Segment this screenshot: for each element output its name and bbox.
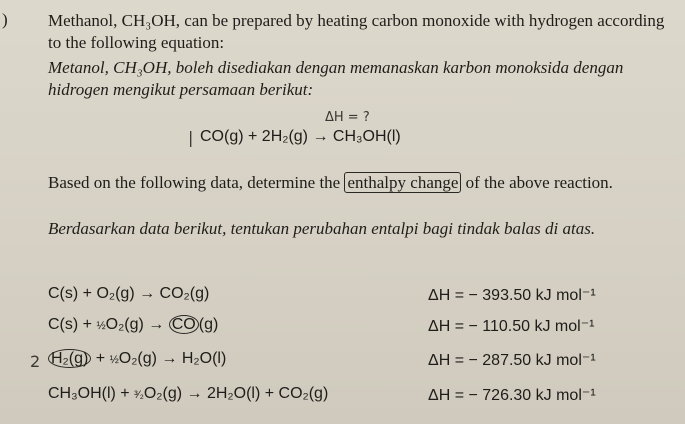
equation-2	[48, 316, 218, 334]
equation-2-fraction: ½	[96, 320, 106, 332]
equation-4-methanol: CH₃OH(l) +	[48, 385, 135, 402]
delta-h-3: ΔH = − 287.50 kJ mol⁻¹	[428, 352, 596, 369]
equation-4-fraction: ³⁄₂	[134, 389, 144, 401]
instruction-malay: Berdasarkan data berikut, tentukan perubahan entalpi bagi tindak balas di atas.	[48, 219, 596, 238]
delta-h-4: ΔH = − 726.30 kJ mol⁻¹	[428, 387, 596, 404]
equation-3-rest: O₂(g) → H₂O(l)	[118, 350, 227, 367]
equation-3-fraction: ½	[109, 354, 119, 366]
main-equation: CO(g) + 2H₂(g) → CH₃OH(l)	[200, 128, 401, 145]
equation-1: C(s) + O₂(g) → CO₂(g)	[48, 285, 210, 302]
question-text-malay: Metanol, CH₃OH, boleh disediakan dengan memanaskan karbon monoksida dengan hidrogen mengikut persamaan berikut:	[48, 58, 624, 99]
instruction-english-part2: of the above reaction.	[461, 173, 613, 192]
question-text-english: Methanol, CH₃OH, can be prepared by heating carbon monoxide with hydrogen according to the following equation:	[48, 11, 665, 52]
equation-3-plus: +	[91, 350, 110, 367]
instruction-english	[48, 172, 648, 194]
equation-3	[48, 350, 226, 368]
enthalpy-change-boxed: enthalpy change	[344, 172, 461, 193]
equation-4-rest: O₂(g) → 2H₂O(l) + CO₂(g)	[143, 385, 329, 402]
question-marker: )	[2, 10, 8, 29]
equation-2-reactant-c: C(s) +	[48, 316, 97, 333]
handwritten-delta-h-note: ΔH = ?	[325, 110, 370, 125]
handwritten-coefficient: 2	[30, 352, 41, 371]
equation-4	[48, 385, 328, 403]
delta-h-2: ΔH = − 110.50 kJ mol⁻¹	[428, 318, 595, 335]
equation-2-state: (g)	[198, 316, 219, 333]
equation-2-circled-co: CO	[169, 315, 199, 334]
handwritten-bar: |	[188, 128, 194, 147]
delta-h-1: ΔH = − 393.50 kJ mol⁻¹	[428, 287, 596, 304]
equation-2-reactant-o2: O₂(g) →	[105, 316, 169, 333]
instruction-english-part1: Based on the following data, determine the	[48, 173, 345, 192]
equation-3-circled-h2: H₂(g)	[48, 349, 91, 368]
